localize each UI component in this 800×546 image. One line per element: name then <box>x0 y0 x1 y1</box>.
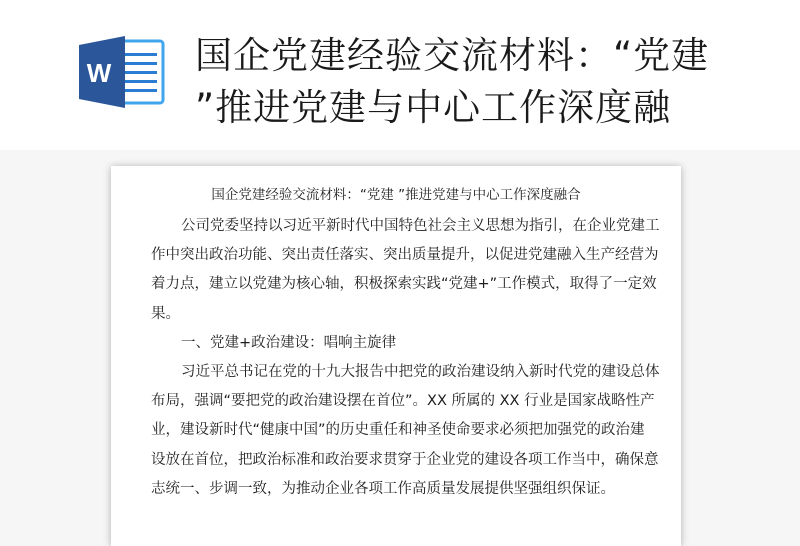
page-title-line: ”推进党建与中心工作深度融 <box>195 86 672 129</box>
paragraph-line: 设放在首位，把政治标准和政治要求贯穿于企业党的建设各项工作当中，确保意 <box>151 451 659 468</box>
paragraph-line: 公司党委坚持以习近平新时代中国特色社会主义思想为指引，在企业党建工 <box>181 218 660 234</box>
page-title-line: 国企党建经验交流材料：“党建 <box>195 34 710 77</box>
document-title: 国企党建经验交流材料：“党建 ”推进党建与中心工作深度融合 <box>211 187 581 203</box>
paragraph-line: 业，建设新时代“健康中国”的历史重任和神圣使命要求必须把加强党的政治建 <box>151 422 645 439</box>
document-body <box>151 212 661 504</box>
paragraph-line: 作中突出政治功能、突出责任落实、突出质量提升，以促进党建融入生产经营为 <box>151 247 659 264</box>
word-icon-letter: W <box>86 58 112 88</box>
word-icon <box>75 33 167 111</box>
paragraph-line: 果。 <box>151 305 180 322</box>
page-title <box>195 30 755 134</box>
paragraph-line: 志统一、步调一致，为推动企业各项工作高质量发展提供坚强组织保证。 <box>151 480 615 497</box>
section-heading: 一、党建+政治建设：唱响主旋律 <box>181 334 397 351</box>
paragraph-line: 着力点，建立以党建为核心轴，积极探索实践“党建+”工作模式，取得了一定效 <box>151 276 657 293</box>
paragraph-line: 布局，强调“要把党的政治建设摆在首位”。XX 所属的 XX 行业是国家战略性产 <box>151 393 655 410</box>
paragraph-line: 习近平总书记在党的十九大报告中把党的政治建设纳入新时代党的建设总体 <box>181 363 660 380</box>
document-page <box>111 166 681 546</box>
